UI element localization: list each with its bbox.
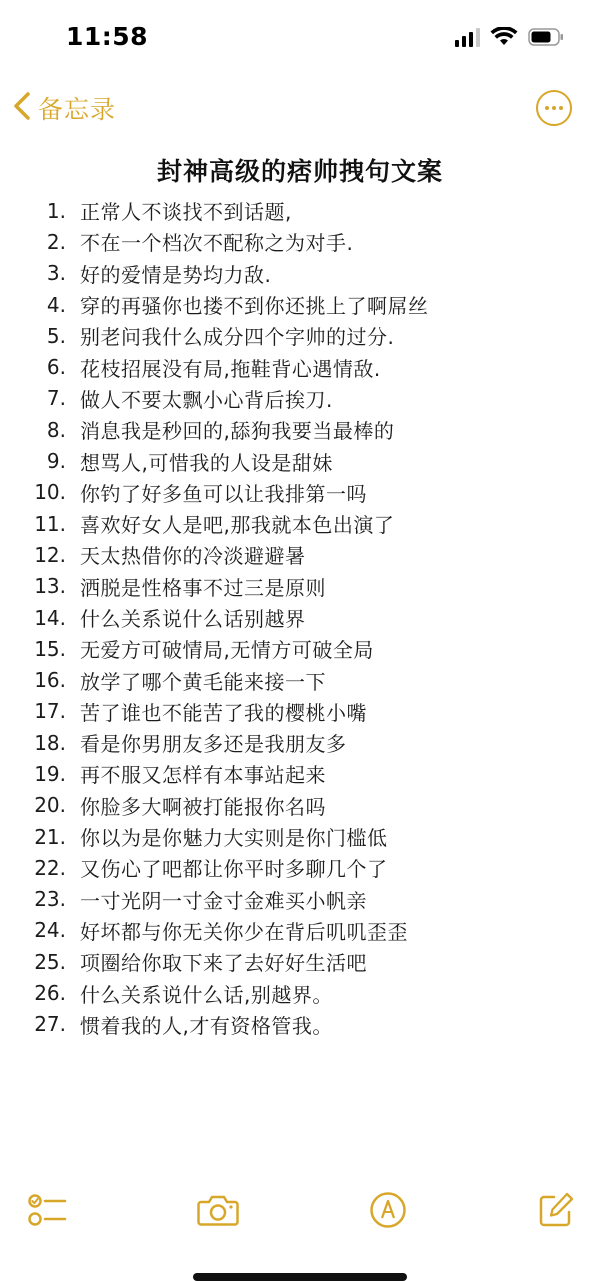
list-item	[0, 790, 600, 821]
list-item	[0, 727, 600, 758]
list-item-text: 不在一个档次不配称之为对手.	[80, 231, 354, 256]
wifi-icon	[490, 27, 518, 47]
list-item-text: 项圈给你取下来了去好好生活吧	[80, 951, 367, 976]
list-item-number: 3.	[46, 261, 66, 286]
list-item-text: 一寸光阴一寸金寸金难买小帆亲	[80, 888, 367, 913]
list-item	[0, 351, 600, 382]
compose-button[interactable]	[536, 1192, 576, 1232]
list-item	[0, 477, 600, 508]
list-item-number: 7.	[46, 386, 66, 411]
list-item-text: 正常人不谈找不到话题,	[80, 200, 292, 225]
list-item-number: 21.	[34, 824, 66, 849]
list-item-number: 8.	[46, 417, 66, 442]
list-item	[0, 602, 600, 633]
list-item	[0, 258, 600, 289]
list-item-text: 看是你男朋友多还是我朋友多	[80, 732, 347, 757]
checklist-button[interactable]	[28, 1192, 68, 1232]
list-item-number: 10.	[34, 480, 66, 505]
list-item-number: 22.	[34, 855, 66, 880]
list-item	[0, 445, 600, 476]
list-item-number: 19.	[34, 761, 66, 786]
status-indicators	[455, 27, 564, 47]
list-item-number: 17.	[34, 699, 66, 724]
list-item-text: 什么关系说什么话别越界	[80, 607, 306, 631]
list-item-text: 再不服又怎样有本事站起来	[80, 763, 326, 788]
list-item	[0, 539, 600, 570]
list-item-number: 12.	[34, 542, 66, 567]
list-item-text: 穿的再骚你也搂不到你还挑上了啊屌丝	[80, 294, 429, 319]
list-item	[0, 289, 600, 320]
list-item-text: 又伤心了吧都让你平时多聊几个了	[80, 857, 388, 882]
list-item-number: 25.	[34, 949, 66, 974]
list-item-text: 你钓了好多鱼可以让我排第一吗	[80, 481, 367, 506]
list-item-text: 什么关系说什么话,别越界。	[80, 982, 333, 1007]
bottom-toolbar	[0, 1188, 600, 1238]
list-item-text: 喜欢好女人是吧,那我就本色出演了	[80, 513, 395, 538]
compose-icon	[537, 1191, 575, 1233]
camera-icon	[197, 1193, 239, 1231]
list-item	[0, 821, 600, 852]
list-item-number: 15.	[34, 636, 66, 661]
battery-icon	[528, 28, 564, 46]
list-item	[0, 758, 600, 789]
note-title: 封神高级的痞帅拽句文案	[156, 157, 443, 186]
list-item	[0, 414, 600, 445]
back-label: 备忘录	[38, 95, 117, 124]
home-indicator	[193, 1273, 407, 1281]
markup-button[interactable]	[368, 1192, 408, 1232]
cellular-signal-icon	[455, 27, 480, 47]
status-time: 11:58	[66, 22, 149, 51]
list-item-text: 惯着我的人,才有资格管我。	[80, 1013, 333, 1038]
list-item-number: 4.	[46, 292, 66, 317]
list-item-number: 14.	[34, 605, 66, 630]
list-item-number: 5.	[46, 323, 66, 348]
list-item-text: 你以为是你魅力大实则是你门槛低	[80, 826, 388, 851]
list-item	[0, 383, 600, 414]
list-item-text: 好坏都与你无关你少在背后叽叽歪歪	[80, 919, 408, 944]
list-item-text: 好的爱情是势均力敌.	[80, 262, 272, 287]
list-item	[0, 320, 600, 351]
list-item	[0, 226, 600, 257]
checklist-icon	[28, 1192, 68, 1232]
ellipsis-icon	[545, 106, 549, 110]
list-item-number: 9.	[46, 449, 66, 474]
list-item-number: 20.	[34, 793, 66, 818]
list-item	[0, 946, 600, 977]
list-item	[0, 915, 600, 946]
list-item-number: 13.	[34, 574, 66, 599]
list-item-text: 你脸多大啊被打能报你名吗	[80, 794, 326, 819]
more-options-button[interactable]	[536, 90, 572, 126]
list-item-number: 1.	[46, 198, 66, 223]
list-item-number: 27.	[34, 1012, 66, 1037]
list-item	[0, 195, 600, 226]
list-item-text: 花枝招展没有局,拖鞋背心遇情敌.	[80, 356, 381, 381]
list-item	[0, 1009, 600, 1040]
chevron-left-icon	[12, 91, 32, 125]
list-item-number: 2.	[46, 229, 66, 254]
list-item-text: 做人不要太飘小心背后挨刀.	[80, 387, 333, 412]
list-item	[0, 571, 600, 602]
status-bar	[0, 0, 600, 80]
list-item-text: 天太热借你的冷淡避避暑	[80, 544, 306, 569]
list-item	[0, 884, 600, 915]
list-item-text: 苦了谁也不能苦了我的樱桃小嘴	[80, 700, 367, 725]
list-item-number: 16.	[34, 668, 66, 693]
note-list	[0, 195, 600, 1040]
list-item	[0, 696, 600, 727]
list-item-number: 24.	[34, 918, 66, 943]
back-button[interactable]	[12, 90, 116, 126]
list-item	[0, 664, 600, 695]
list-item-text: 别老问我什么成分四个字帅的过分.	[80, 325, 395, 350]
nav-bar	[0, 80, 600, 140]
list-item	[0, 633, 600, 664]
list-item-number: 11.	[34, 511, 66, 536]
list-item-number: 6.	[46, 355, 66, 380]
list-item-text: 放学了哪个黄毛能来接一下	[80, 669, 326, 694]
list-item	[0, 977, 600, 1008]
list-item-number: 23.	[34, 887, 66, 912]
list-item-text: 无爱方可破情局,无情方可破全局	[80, 638, 374, 663]
list-item-number: 26.	[34, 981, 66, 1006]
camera-button[interactable]	[198, 1192, 238, 1232]
markup-icon	[369, 1191, 407, 1233]
list-item-text: 消息我是秒回的,舔狗我要当最棒的	[80, 419, 395, 444]
list-item-text: 洒脱是性格事不过三是原则	[80, 575, 326, 600]
list-item	[0, 508, 600, 539]
list-item-number: 18.	[34, 730, 66, 755]
list-item	[0, 852, 600, 883]
list-item-text: 想骂人,可惜我的人设是甜妹	[80, 450, 333, 475]
